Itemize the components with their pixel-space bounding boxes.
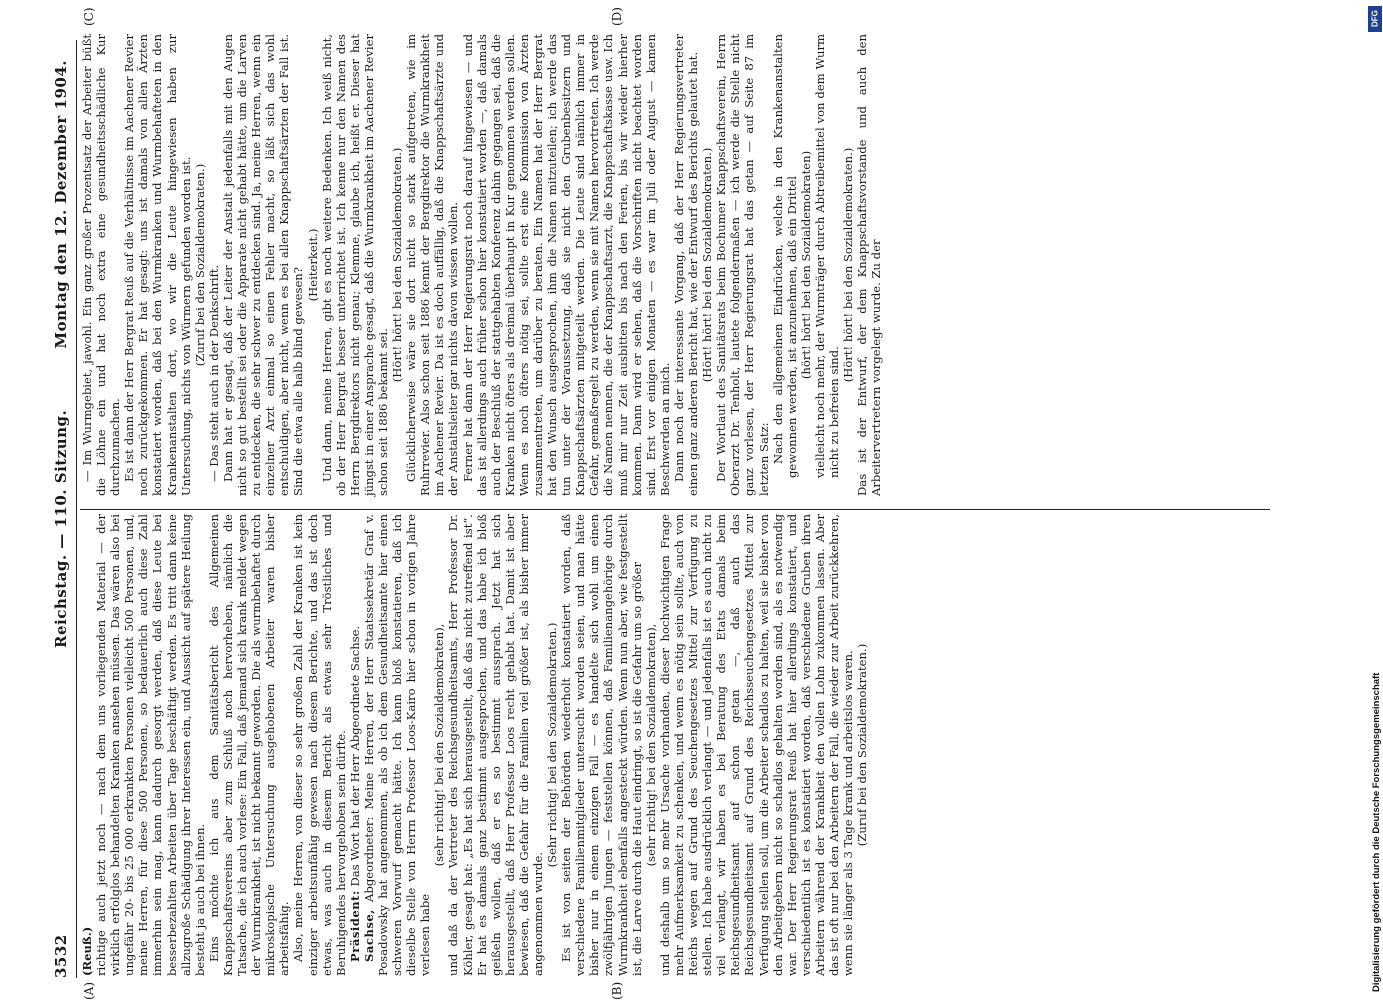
left-column [80, 514, 869, 976]
margin-marker-b: (B) [610, 981, 624, 1000]
paragraph: Und dann, meine Herren, gibt es noch weitere Bedenken. Ich weiß nicht, ob der Herr Bergrat besser unterrichtet ist. Ich kenne nur den Namen des Herrn Bergdirektors nicht genau; Klemme, glaube ich, heißt er. Dieser hat jüngst in einer Ansprache gesagt, daß die Wurmkrankheit im Aachener Revier schon seit 1886 bekannt sei. [319, 34, 390, 496]
quoted-text: vielleicht noch mehr, der Wurmträger durch Abtreibemittel von dem Wurm nicht zu befreien sind. [812, 34, 841, 478]
interjection: (Heiterkeit.) [305, 228, 320, 302]
paragraph: und deshalb um so mehr Ursache vorhanden, dieser hochwichtigen Frage mehr Aufmerksamkeit zu schenken, und wenn es nötig sein sollte, auch von Reichs wegen auf Grund des Seuchengesetzes Mittel zur Verfügung zu stellen. Ich habe ausdrücklich verlangt — und jedenfalls ist es auch nicht zu viel verlangt, wir haben es bei Beratung des Etats damals beim Reichsgesundheitsamt auf schon getan —, daß auch das Reichsgesundheitsamt auf Grund des Reichsseuchengesetzes Mittel zur Verfügung stellen soll, um die Arbeiter schadlos zu halten, weil sie bisher von den Arbeitgebern nicht so schadlos gehalten worden sind, als es notwendig war. Der Herr Regierungsrat Reuß hat hier allerdings konstatiert, und verschiedentlich ist es konstatiert worden, daß verschiedene Gruben ihren Arbeitern während der Krankheit den vollen Lohn zukommen lassen. Aber das ist oft nur bei den Arbeitern der Fall, die wieder zur Arbeit zurückkehren, wenn sie länger als 3 Tage krank und arbeitslos waren. [657, 514, 856, 976]
president-line [348, 514, 362, 976]
running-header [52, 30, 74, 978]
paragraph: Also, meine Herren, von dieser so sehr großen Zahl der Kranken ist kein einziger arbeitsunfähig gewesen nach diesem Berichte, und das ist doch etwas, was auch in diesem Bericht als etwas sehr Tröstliches und Beruhigendes hervorgehoben sein dürfte. [291, 514, 348, 976]
margin-marker-a: (A) [82, 981, 96, 1000]
dfg-logo-badge: DFG [1368, 6, 1382, 32]
interjection: (Hört! hört! bei den Sozialdemokraten.) [390, 147, 405, 383]
interjection: (sehr richtig! bei den Sozialdemokraten), [432, 623, 447, 867]
interjection: (Zuruf bei den Sozialdemokraten.) [855, 643, 870, 847]
interjection: (sehr richtig! bei den Sozialdemokraten), [643, 623, 658, 867]
digitization-credit: Digitalisierung gefördert durch die Deutsche Forschungsgemeinschaft [1371, 672, 1382, 992]
quoted-text: Nach den allgemeinen Eindrücken, welche in den Krankenanstalten gewonnen werden, ist anzunehmen, daß ein Drittel [770, 34, 799, 478]
paragraph: Glücklicherweise wäre sie dort nicht so stark aufgetreten, wie im Ruhrrevier. Also schon seit 1886 kennt der Bergdirektor die Wurmkrankheit im Aachener Revier. Da ist es doch auffällig, daß die Knappschaftsärzte und der Anstaltsleiter gar nichts davon wissen wollen. [404, 34, 461, 496]
header-rule [76, 40, 77, 978]
paragraph: richtige auch jetzt noch — nach dem uns vorliegenden Material — der wirklich erfolglos behandelten Kranken ansehen müssen. Das wären also bei ungefähr 20- bis 25 000 erkrankten Personen vielleicht 500 Personen, und, meine Herren, für diese 500 Personen, so bedauerlich auch diese Zahl immerhin sein mag, kann dadurch gesorgt werden, daß diese Leute bei besserbezahlten Arbeiten über Tage beschäftigt werden. Es tritt dann keine allzugroße Schädigung ihrer Interessen ein, und Aussicht auf spätere Heilung besteht ja auch bei ihnen. [94, 514, 207, 976]
paragraph: Dann noch der interessante Vorgang, daß der Herr Regierungsvertreter einen ganz anderen Bericht hat, wie der Entwurf des Berichts gelautet hat. [671, 34, 701, 496]
paragraph: Der Wortlaut des Sanitätsrats beim Bochumer Knappschaftsverein, Herrn Oberarzt Dr. Tenholt, lautete folgendermaßen — ich werde die Stelle nicht ganz vorlesen, der Herr Regierungsrat hat das getan — auf Seite 87 im letzten Satz: [714, 34, 771, 496]
paragraph: Es ist von seiten der Behörden wiederholt konstatiert worden, daß verschiedene Familienmitglieder untersucht worden seien, und man hätte bisher nur in einem einzigen Fall — es handelte sich wohl um einen zwölfjährigen Jungen — feststellen können, daß Familienangehörige durch Wurmkrankheit ebenfalls angesteckt würden. Wenn nun aber, wie festgestellt ist, die Larve durch die Haut eindringt, so ist die Gefahr um so größer [559, 514, 644, 976]
session-title: Reichstag. — 110. Sitzung. [52, 409, 70, 648]
paragraph: Ferner hat dann der Herr Regierungsrat noch darauf hingewiesen — und das ist allerdings auch früher schon hier konstatiert worden —, daß damals auch der Beschluß der stattgehabten Konferenz dahin gegangen sei, daß die Kranken nicht öfters als dreimal überhaupt in Kur genommen werden sollen. Wenn es noch öfters nötig sei, sollte erst eine Kommission von Ärzten zusammentreten, um darüber zu beraten. Ein Namen hat der Herr Bergrat hat den Wunsch ausgesprochen, ihm die Namen mitzuteilen; ich werde das tun unter der Voraussetzung, daß sie nicht den Grubenbesitzern und Knappschaftsärzten mitgeteilt werden. Die Leute sind nämlich immer in Gefahr, gemaßregelt zu werden, wenn sie mit Namen hervortreten. Ich werde die Namen nennen, die der Knappschaftsarzt, die Knappschaftskasse usw. Ich muß mir nur Zeit ausbitten bis nach den Ferien, bis wir wieder hierher kommen. Dann wird er sehen, daß die Vorschriften nicht beachtet worden sind. Erst vor einigen Monaten — es war im Juli oder August — kamen Beschwerden an mich. [460, 34, 672, 496]
sachse-speech-start [362, 514, 432, 976]
paragraph: — Im Wurmgebiet, jawohl. Ein ganz großer Prozentsatz der Arbeiter büßt die Löhne ein und hat noch extra eine gesundheitsschädliche Kur durchzumachen. [80, 34, 123, 496]
interjection: (Sehr richtig! bei den Sozialdemokraten.) [545, 622, 560, 868]
margin-marker-c: (C) [82, 7, 96, 26]
speaker-tag: (Reuß.) [80, 926, 94, 976]
interjection: (Zuruf bei den Sozialdemokraten.) [192, 163, 207, 367]
paragraph: Eins möchte ich aus dem Sanitätsbericht des Allgemeinen Knappschaftsvereins aber zum Schluß noch hervorheben, nämlich die Tatsache, die ich auch vorlese: Ein Fall, daß jemand sich krank meldet wegen der Wurmkrankheit, ist nicht bekannt geworden. Die als wurmbehaftet durch mikroskopische Untersuchung ausgehobenen Arbeiter waren bisher arbeitsfähig. [206, 514, 292, 976]
speaker-role: Abgeordneter: [361, 816, 376, 902]
paragraph: Das ist der Entwurf, der dem Knappschaftsvorstande und auch den Arbeitervertretern vorgelegt wurde. Zu der [855, 34, 884, 496]
speaker-name: Sachse, [361, 909, 376, 962]
paragraph: Es ist dann der Herr Bergrat Reuß auf die Verhältnisse im Aachener Revier noch zurückgekommen. Er hat gesagt: uns ist damals von allen Ärzten konstatiert worden, daß bei den Wurmkranken und Wurmbehafteten in den Krankenanstalten dort, wo wir die Leute hingewiesen haben zur Untersuchung, nichts von Würmern gefunden worden ist. [122, 34, 193, 496]
interjection: (Hört! hört! bei den Sozialdemokraten.) [700, 147, 715, 383]
interjection: (hört! hört! bei den Sozialdemokraten) [798, 150, 813, 380]
session-date: Montag den 12. Dezember 1904. [52, 60, 70, 349]
margin-marker-d: (D) [610, 7, 624, 26]
president-text: Das Wort hat der Herr Abgeordnete Sachse. [347, 625, 362, 887]
paragraph: und daß da der Vertreter des Reichsgesundheitsamts, Herr Professor Dr. Köhler, gesagt hat: „Es hat sich herausgestellt, daß das nicht zutreffend ist“. Er hat es damals ganz bestimmt ausgesprochen, und das habe ich bloß geißeln wollen, daß er es so bestimmt aussprach. Jetzt hat sich herausgestellt, daß Herr Professor Loos recht gehabt hat. Damit ist aber bewiesen, daß die Gefahr für die Familien viel größer ist, als bisher immer angenommen wurde. [446, 514, 545, 976]
speaker-name: Präsident: [347, 890, 362, 962]
paragraph: — Das steht auch in der Denkschrift. [206, 264, 221, 482]
paragraph-text: Meine Herren, der Herr Staatssekretär Graf v. Posadowsky hat angenommen, als ob ich dem Gesundheitsamte hier einen schweren Vorwurf gemacht hätte. Ich kann bloß konstatieren, daß ich dieselbe Stelle von Herrn Professor Loos-Kairo hier schon in vorigen Jahre verlesen habe [361, 514, 433, 976]
page-number: 3532 [52, 934, 70, 978]
paragraph: Dann hat er gesagt, daß der Leiter der Anstalt jedenfalls mit den Augen nicht so gut bestellt sei oder die Apparate nicht gehabt hätte, um die Larven zu entdecken, die sehr schwer zu entdecken sind. Ja, meine Herren, wenn ein einzelner Arzt einmal so einen Fehler macht, so läßt sich das wohl entschuldigen, aber nicht, wenn es bei allen Knappschaftsärzten der Fall ist. Sind die etwa alle halb blind gewesen? [220, 34, 306, 496]
interjection: (Hört! hört! bei den Sozialdemokraten.) [841, 147, 856, 383]
right-column [80, 34, 883, 496]
column-divider [80, 509, 1270, 510]
